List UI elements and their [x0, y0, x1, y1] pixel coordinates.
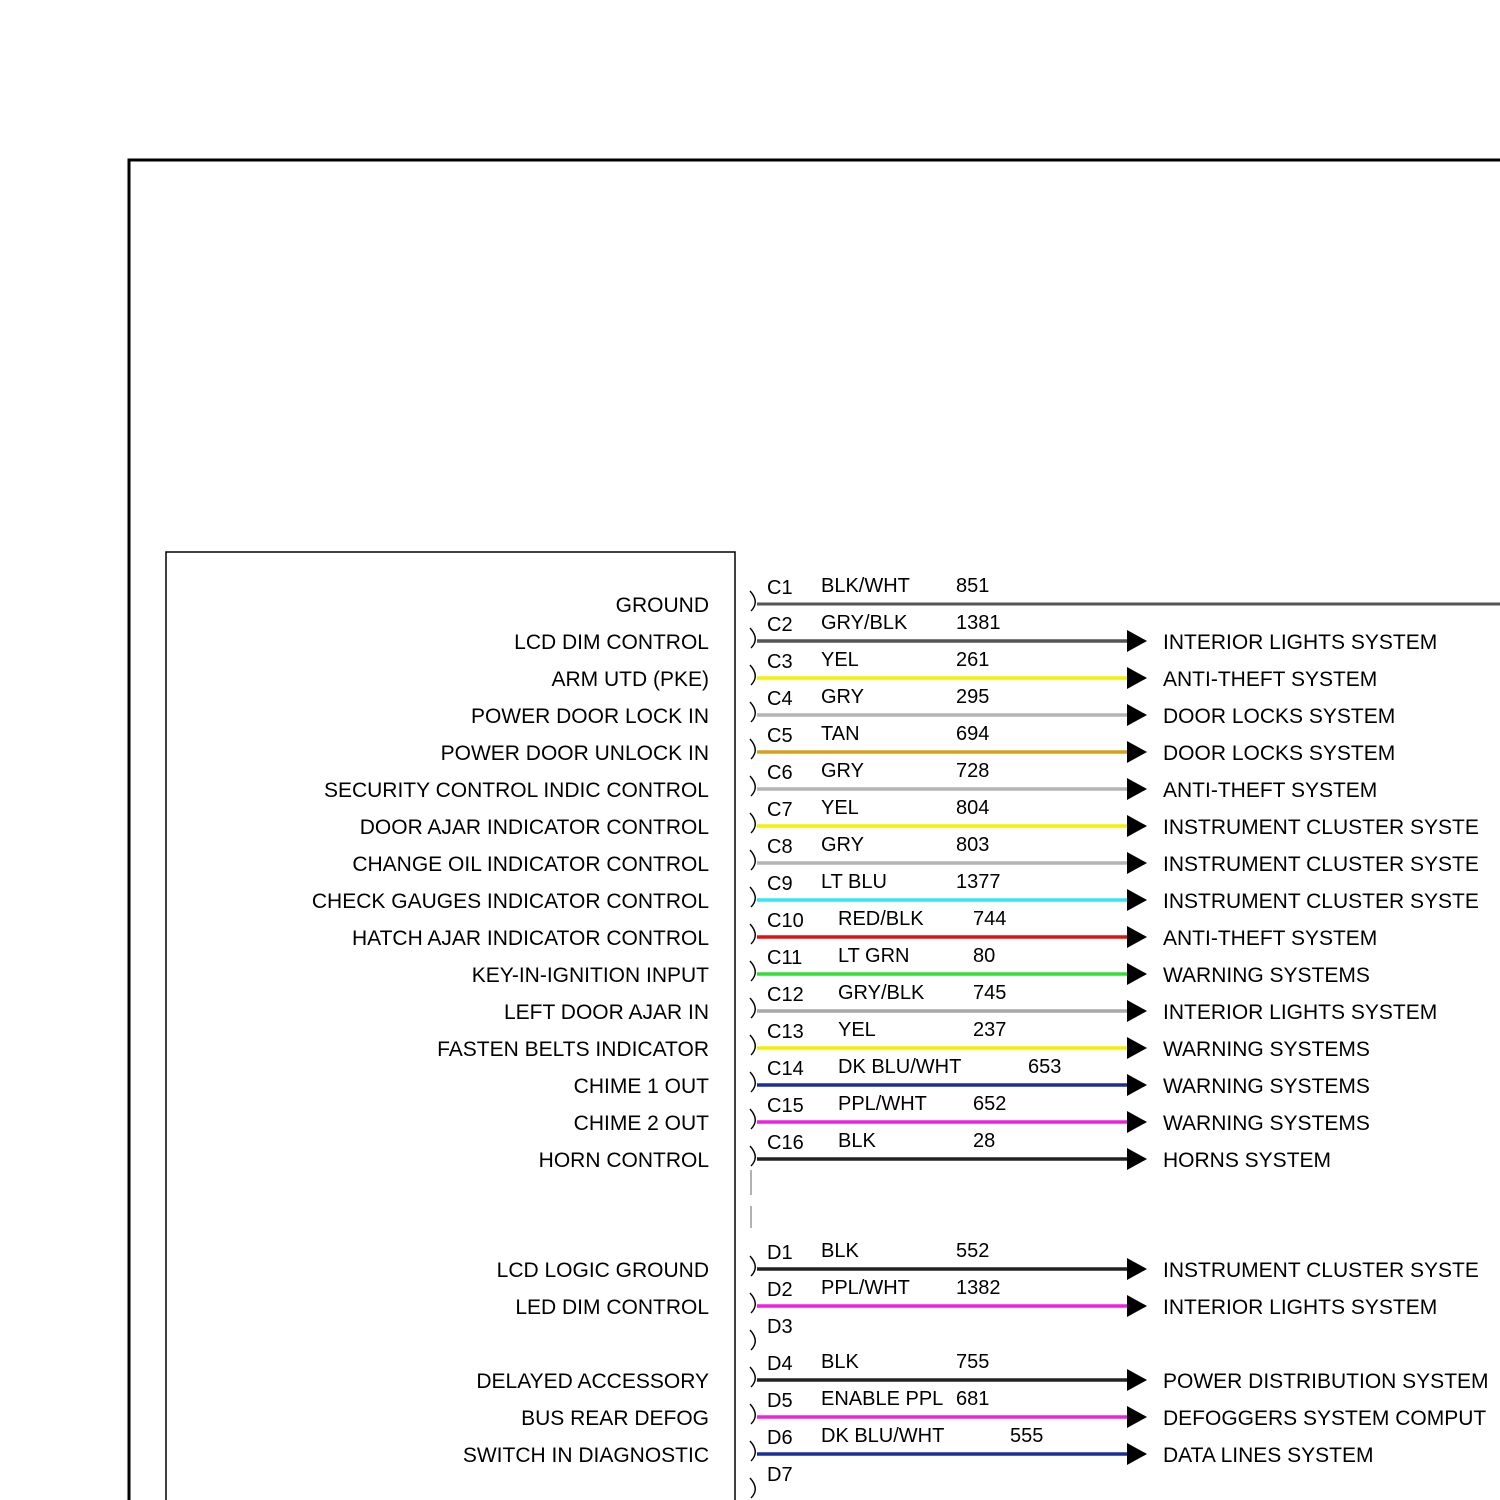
circuit-number: 744: [973, 908, 1007, 930]
pin-function-label: HATCH AJAR INDICATOR CONTROL: [351, 927, 709, 950]
arrow-icon: [1127, 1406, 1147, 1428]
pin-id: D4: [767, 1353, 793, 1375]
pin-function-label: CHIME 1 OUT: [573, 1075, 709, 1098]
pin-id: C11: [767, 947, 803, 969]
pin-bracket-c12: [750, 998, 755, 1018]
pin-id: D2: [767, 1279, 793, 1301]
pin-id: C15: [767, 1095, 804, 1117]
wire-color-code: YEL: [821, 649, 859, 671]
arrow-icon: [1127, 630, 1147, 652]
pin-bracket-d4: [750, 1367, 755, 1387]
arrow-icon: [1127, 926, 1147, 948]
circuit-number: 1382: [956, 1277, 1001, 1299]
arrow-icon: [1127, 741, 1147, 763]
circuit-number: 681: [956, 1388, 990, 1410]
destination-system: DOOR LOCKS SYSTEM: [1163, 705, 1396, 728]
arrow-icon: [1127, 1037, 1147, 1059]
destination-system: ANTI-THEFT SYSTEM: [1163, 927, 1378, 950]
pin-bracket-c11: [750, 961, 755, 981]
pin-function-label: CHIME 2 OUT: [573, 1112, 709, 1135]
pin-id: C16: [767, 1132, 804, 1154]
wire-color-code: BLK/WHT: [821, 575, 910, 597]
pin-function-label: BUS REAR DEFOG: [521, 1407, 709, 1430]
arrow-icon: [1127, 1111, 1147, 1133]
circuit-number: 237: [973, 1019, 1007, 1041]
pin-bracket-c6: [750, 776, 755, 796]
destination-system: DEFOGGERS SYSTEM COMPUT: [1163, 1407, 1487, 1430]
circuit-number: 728: [956, 760, 990, 782]
pin-id: C4: [767, 688, 793, 710]
destination-system: INSTRUMENT CLUSTER SYSTE: [1163, 816, 1479, 839]
destination-system: POWER DISTRIBUTION SYSTEM: [1163, 1370, 1489, 1393]
pin-id: C2: [767, 614, 793, 636]
wire-color-code: RED/BLK: [838, 908, 924, 930]
arrow-icon: [1127, 852, 1147, 874]
wire-color-code: TAN: [821, 723, 860, 745]
wire-color-code: GRY/BLK: [821, 612, 908, 634]
arrow-icon: [1127, 889, 1147, 911]
pin-id: C14: [767, 1058, 804, 1080]
arrow-icon: [1127, 778, 1147, 800]
pin-bracket-c15: [750, 1109, 755, 1129]
arrow-icon: [1127, 815, 1147, 837]
arrow-icon: [1127, 1000, 1147, 1022]
pin-id: C6: [767, 762, 793, 784]
arrow-icon: [1127, 1443, 1147, 1465]
pin-function-label: DOOR AJAR INDICATOR CONTROL: [359, 816, 709, 839]
pin-bracket-d6: [750, 1441, 755, 1461]
wire-color-code: LT BLU: [821, 871, 887, 893]
arrow-icon: [1127, 963, 1147, 985]
pin-id: C5: [767, 725, 793, 747]
pin-function-label: ARM UTD (PKE): [551, 668, 709, 691]
pin-id: C9: [767, 873, 793, 895]
destination-system: INSTRUMENT CLUSTER SYSTE: [1163, 890, 1479, 913]
pin-bracket-d7: [750, 1478, 755, 1498]
pin-id: C8: [767, 836, 793, 858]
destination-system: ANTI-THEFT SYSTEM: [1163, 779, 1378, 802]
pin-bracket-d2: [750, 1293, 755, 1313]
pin-id: C12: [767, 984, 804, 1006]
destination-system: WARNING SYSTEMS: [1163, 1038, 1370, 1061]
pin-function-label: CHECK GAUGES INDICATOR CONTROL: [311, 890, 709, 913]
circuit-number: 555: [1010, 1425, 1044, 1447]
pin-bracket-c16: [750, 1146, 755, 1166]
pin-bracket-c13: [750, 1035, 755, 1055]
wire-color-code: PPL/WHT: [821, 1277, 910, 1299]
circuit-number: 80: [973, 945, 996, 967]
circuit-number: 652: [973, 1093, 1007, 1115]
pin-id: D7: [767, 1464, 793, 1486]
circuit-number: 851: [956, 575, 990, 597]
wire-color-code: BLK: [821, 1351, 859, 1373]
destination-system: INTERIOR LIGHTS SYSTEM: [1163, 1296, 1438, 1319]
pin-id: C7: [767, 799, 793, 821]
circuit-number: 1377: [956, 871, 1001, 893]
pin-bracket-c4: [750, 702, 755, 722]
wire-color-code: ENABLE PPL: [821, 1388, 944, 1410]
wire-color-code: YEL: [838, 1019, 876, 1041]
pin-function-label: LEFT DOOR AJAR IN: [504, 1001, 709, 1024]
wire-color-code: DK BLU/WHT: [838, 1056, 962, 1078]
pin-bracket-c2: [750, 628, 755, 648]
circuit-number: 804: [956, 797, 990, 819]
arrow-icon: [1127, 667, 1147, 689]
pin-function-label: POWER DOOR UNLOCK IN: [440, 742, 709, 765]
pin-bracket-c5: [750, 739, 755, 759]
pin-function-label: KEY-IN-IGNITION INPUT: [471, 964, 709, 987]
arrow-icon: [1127, 1295, 1147, 1317]
circuit-number: 694: [956, 723, 990, 745]
pin-id: D3: [767, 1316, 793, 1338]
destination-system: WARNING SYSTEMS: [1163, 1112, 1370, 1135]
wire-color-code: BLK: [838, 1130, 876, 1152]
destination-system: INSTRUMENT CLUSTER SYSTE: [1163, 853, 1479, 876]
arrow-icon: [1127, 1369, 1147, 1391]
pin-function-label: HORN CONTROL: [538, 1149, 709, 1172]
pin-bracket-c3: [750, 665, 755, 685]
pin-function-label: LED DIM CONTROL: [515, 1296, 709, 1319]
pin-id: C3: [767, 651, 793, 673]
circuit-number: 552: [956, 1240, 990, 1262]
wire-color-code: PPL/WHT: [838, 1093, 927, 1115]
pin-bracket-c7: [750, 813, 755, 833]
pin-id: C10: [767, 910, 804, 932]
wire-color-code: DK BLU/WHT: [821, 1425, 945, 1447]
pin-function-label: DELAYED ACCESSORY: [476, 1370, 709, 1393]
pin-function-label: SWITCH IN DIAGNOSTIC: [462, 1444, 709, 1467]
circuit-number: 803: [956, 834, 990, 856]
circuit-number: 261: [956, 649, 990, 671]
circuit-number: 745: [973, 982, 1007, 1004]
pin-id: D5: [767, 1390, 793, 1412]
circuit-number: 28: [973, 1130, 996, 1152]
destination-system: INSTRUMENT CLUSTER SYSTE: [1163, 1259, 1479, 1282]
circuit-number: 653: [1028, 1056, 1062, 1078]
circuit-number: 755: [956, 1351, 990, 1373]
pin-id: C1: [767, 577, 793, 599]
circuit-number: 295: [956, 686, 990, 708]
wire-color-code: YEL: [821, 797, 859, 819]
destination-system: WARNING SYSTEMS: [1163, 1075, 1370, 1098]
pin-bracket-c1: [750, 591, 755, 611]
wire-color-code: GRY/BLK: [838, 982, 925, 1004]
arrow-icon: [1127, 1148, 1147, 1170]
destination-system: DOOR LOCKS SYSTEM: [1163, 742, 1396, 765]
destination-system: DATA LINES SYSTEM: [1163, 1444, 1374, 1467]
pin-id: D1: [767, 1242, 793, 1264]
circuit-number: 1381: [956, 612, 1001, 634]
pin-rows: [312, 575, 1500, 1498]
pin-bracket-c14: [750, 1072, 755, 1092]
pin-function-label: SECURITY CONTROL INDIC CONTROL: [323, 779, 709, 802]
arrow-icon: [1127, 704, 1147, 726]
pin-id: C13: [767, 1021, 804, 1043]
pin-function-label: GROUND: [615, 594, 709, 617]
pin-bracket-d3: [750, 1330, 755, 1350]
wire-color-code: BLK: [821, 1240, 859, 1262]
destination-system: ANTI-THEFT SYSTEM: [1163, 668, 1378, 691]
wire-color-code: GRY: [821, 760, 864, 782]
wire-color-code: LT GRN: [838, 945, 910, 967]
destination-system: INTERIOR LIGHTS SYSTEM: [1163, 631, 1438, 654]
pin-function-label: CHANGE OIL INDICATOR CONTROL: [352, 853, 709, 876]
module-box: [166, 552, 735, 1500]
pin-bracket-c10: [750, 924, 755, 944]
pin-bracket-c9: [750, 887, 755, 907]
pin-bracket-c8: [750, 850, 755, 870]
pin-function-label: LCD LOGIC GROUND: [496, 1259, 709, 1282]
pin-bracket-d5: [750, 1404, 755, 1424]
arrow-icon: [1127, 1258, 1147, 1280]
pin-id: D6: [767, 1427, 793, 1449]
destination-system: HORNS SYSTEM: [1163, 1149, 1332, 1172]
pin-function-label: LCD DIM CONTROL: [514, 631, 709, 654]
pin-function-label: FASTEN BELTS INDICATOR: [437, 1038, 709, 1061]
arrow-icon: [1127, 1074, 1147, 1096]
wire-color-code: GRY: [821, 834, 864, 856]
wire-color-code: GRY: [821, 686, 864, 708]
pin-bracket-d1: [750, 1256, 755, 1276]
destination-system: INTERIOR LIGHTS SYSTEM: [1163, 1001, 1438, 1024]
destination-system: WARNING SYSTEMS: [1163, 964, 1370, 987]
pin-function-label: POWER DOOR LOCK IN: [470, 705, 709, 728]
